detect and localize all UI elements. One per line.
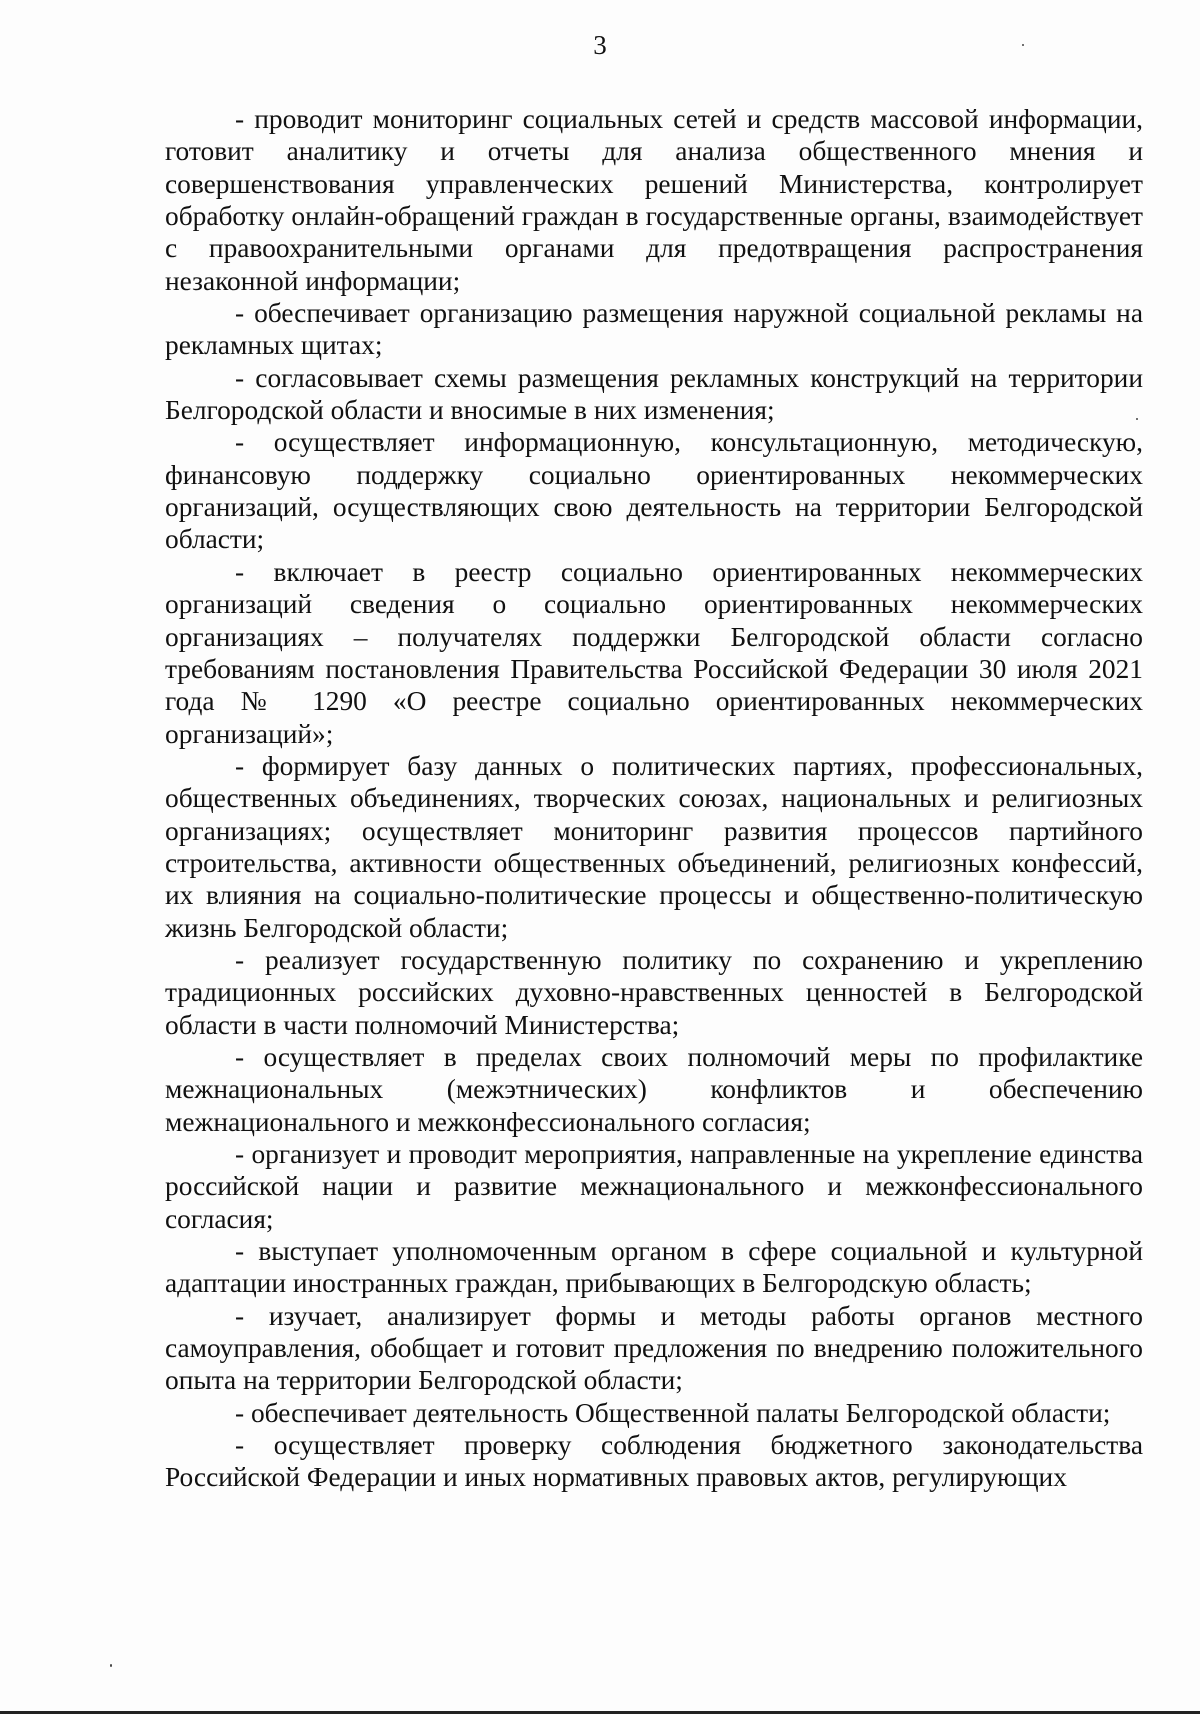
paragraph-outdoor-advertising: - обеспечивает организацию размещения наружной социальной рекламы на рекламных щитах; <box>165 298 1143 361</box>
scan-speck <box>110 1664 112 1667</box>
paragraph-traditional-values: - реализует государственную политику по сохранению и укреплению традиционных российских духовно-нравственных ценностей в Белгородской области в части полномочий Министерства; <box>165 944 1143 1040</box>
scan-speck <box>1136 418 1138 420</box>
paragraph-local-government: - изучает, анализирует формы и методы работы органов местного самоуправления, обобщает и готовит предложения по внедрению положительного опыта на территории Белгородской области; <box>165 1300 1143 1396</box>
paragraph-parties-database: - формирует базу данных о политических партиях, профессиональных, общественных объединениях, творческих союзах, национальных и религиозных организациях; осуществляет мониторинг развития процессов партийного строительства, активности общественных объединений, религиозных конфессий, их влияния на социально-политические процессы и общественно-политическую жизнь Белгородской области; <box>165 750 1143 943</box>
paragraph-nko-registry: - включает в реестр социально ориентированных некоммерческих организаций сведения о социально ориентированных некоммерческих организациях – получателях поддержки Белгородской области согласно требованиям постановления Правительства Российской Федерации 30 июля 2021 года № 1290 «О реестре социально ориентированных некоммерческих организаций»; <box>165 556 1143 749</box>
paragraph-public-chamber: - обеспечивает деятельность Общественной палаты Белгородской области; <box>235 1397 1111 1428</box>
page-number: 3 <box>593 30 607 60</box>
paragraph-conflict-prevention: - осуществляет в пределах своих полномочий меры по профилактике межнациональных (межэтнических) конфликтов и обеспечению межнационального и межконфессионального согласия; <box>165 1041 1143 1137</box>
paragraph-budget-audit: - осуществляет проверку соблюдения бюджетного законодательства Российской Федерации и иных нормативных правовых актов, регулирующих <box>165 1430 1143 1493</box>
paragraph-national-unity: - организует и проводит мероприятия, направленные на укрепление единства российской нации и развитие межнационального и межконфессионального согласия; <box>165 1139 1143 1234</box>
paragraph-migrant-adaptation: - выступает уполномоченным органом в сфере социальной и культурной адаптации иностранных граждан, прибывающих в Белгородскую область; <box>165 1236 1143 1299</box>
paragraph-advertising-schemes: - согласовывает схемы размещения рекламных конструкций на территории Белгородской области и вносимые в них изменения; <box>165 362 1143 426</box>
document-body <box>165 103 1143 1494</box>
paragraph-nko-support: - осуществляет информационную, консультационную, методическую, финансовую поддержку социально ориентированных некоммерческих организаций, осуществляющих свою деятельность на территории Белгородской области; <box>165 427 1143 555</box>
scan-speck <box>1022 44 1024 46</box>
paragraph-social-media-monitoring: - проводит мониторинг социальных сетей и средств массовой информации, готовит аналитику и отчеты для анализа общественного мнения и совершенствования управленческих решений Министерства, контролирует обработку онлайн-обращений граждан в государственные органы, взаимодействует с правоохранительными органами для предотвращения распространения незаконной информации; <box>165 104 1143 296</box>
